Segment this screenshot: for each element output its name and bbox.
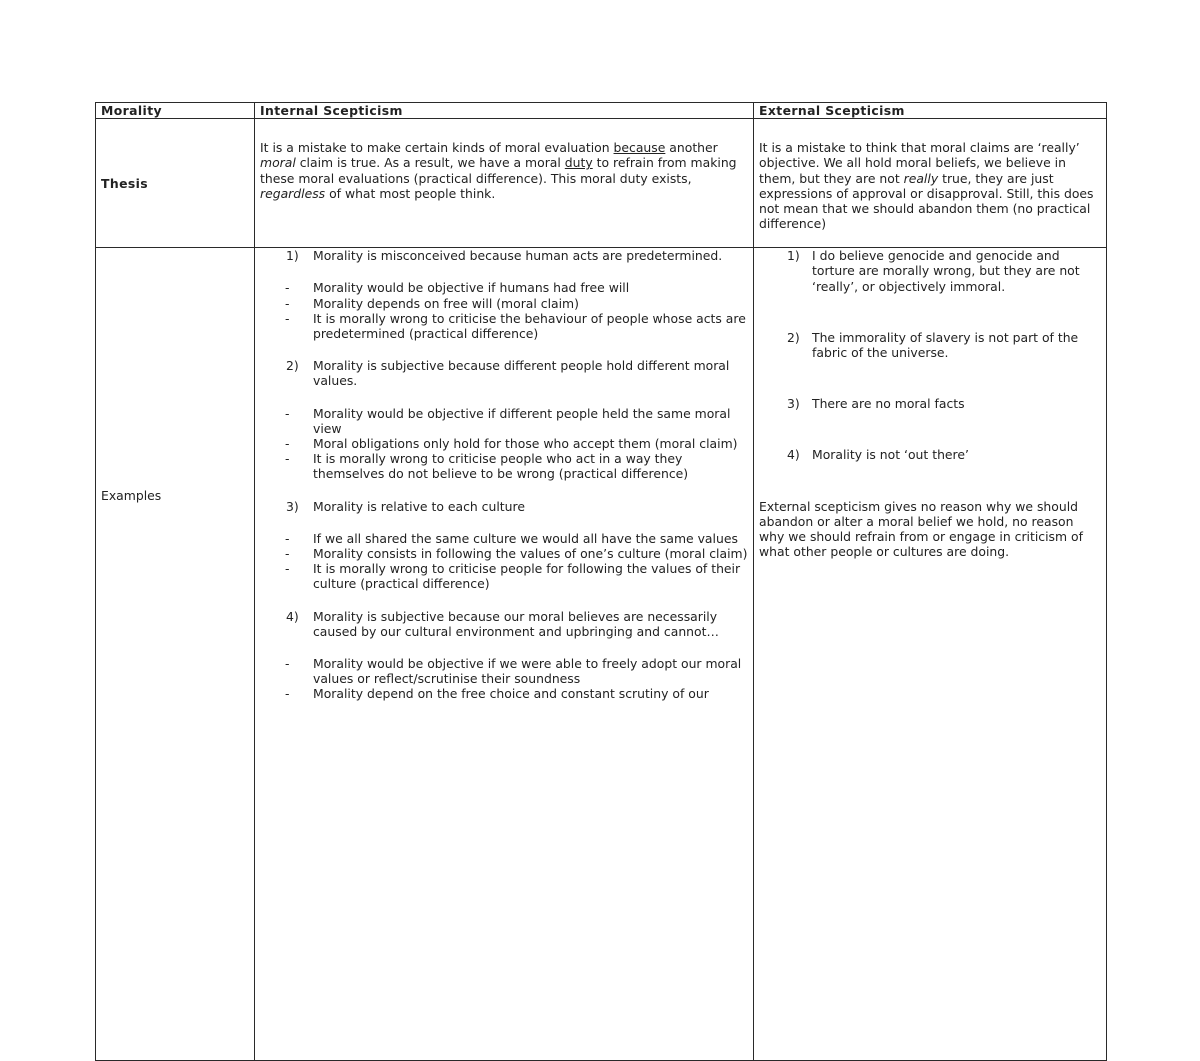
list-item-text: Morality is misconceived because human acts are predetermined. — [313, 248, 723, 264]
list-marker: - — [285, 530, 290, 546]
list-spacer — [255, 639, 748, 656]
list-item-text: I do believe genocide and genocide and torture are morally wrong, but they are not ‘really’, or objectively immoral. — [812, 248, 1080, 294]
list-marker: 2) — [286, 358, 299, 374]
external-summary: External scepticism gives no reason why we should abandon or alter a moral belief we hold, no reason why we should refrain from or engage in criticism of what other people or cultures are doing. — [759, 498, 1083, 560]
list-marker: - — [285, 310, 290, 326]
italic-regardless: regardless — [260, 185, 326, 201]
list-item-text: It is morally wrong to criticise people for following the values of their culture (practical difference) — [313, 561, 741, 592]
dash-item — [255, 296, 748, 311]
list-marker: - — [285, 280, 290, 296]
internal-examples-cell — [255, 248, 754, 1061]
header-external-scepticism: External Scepticism — [754, 103, 1107, 119]
list-spacer — [759, 360, 1101, 396]
header-morality: Morality — [96, 103, 255, 119]
list-item-text: It is morally wrong to criticise the behaviour of people whose acts are predetermined (practical difference) — [313, 310, 746, 342]
list-item-text: Morality is subjective because different people hold different moral values. — [313, 358, 730, 389]
thesis-row — [96, 119, 1107, 248]
list-item-text: Morality is relative to each culture — [313, 498, 525, 514]
examples-row — [96, 248, 1107, 1061]
list-item-text: The immorality of slavery is not part of the fabric of the universe. — [812, 329, 1079, 361]
internal-thesis-cell — [255, 119, 754, 248]
dash-item — [255, 546, 748, 561]
text-run: claim is true. As a result, we have a moral — [295, 155, 565, 171]
list-item-text: Morality would be objective if humans had free will — [313, 280, 630, 296]
underlined-duty: duty — [564, 155, 593, 171]
list-marker: - — [285, 451, 290, 467]
list-marker: - — [285, 686, 290, 702]
numbered-item — [255, 609, 748, 639]
text-run: of what most people think. — [325, 185, 496, 201]
list-spacer — [255, 514, 748, 531]
list-item-text: It is morally wrong to criticise people who act in a way they themselves do not believe to be wrong (practical difference) — [313, 451, 689, 482]
dash-item — [255, 451, 748, 481]
dash-item — [255, 531, 748, 546]
list-spacer — [255, 389, 748, 406]
external-thesis-text — [759, 140, 1101, 231]
list-spacer — [255, 482, 748, 499]
italic-really: really — [903, 170, 939, 186]
list-marker: - — [285, 436, 290, 452]
list-marker: - — [285, 295, 290, 311]
list-item-text: Morality depend on the free choice and constant scrutiny of our — [313, 686, 709, 702]
numbered-item — [759, 248, 1101, 294]
list-marker: - — [285, 561, 290, 577]
external-thesis-cell — [754, 119, 1107, 248]
list-spacer — [255, 263, 748, 280]
dash-item — [255, 406, 748, 436]
text-run: true, they are just expressions of approval or disapproval. Still, this does not mean that we should abandon them (no practical difference) — [759, 170, 1094, 232]
list-item-text: Morality would be objective if different people held the same moral view — [313, 405, 731, 436]
text-run: to refrain from making these moral evaluations (practical difference). This moral duty exists, — [260, 155, 737, 186]
dash-item — [255, 561, 748, 591]
examples-label: Examples — [96, 248, 255, 1061]
list-item-text: Morality is not ‘out there’ — [812, 447, 969, 463]
underlined-because: because — [613, 140, 666, 156]
numbered-item — [255, 358, 748, 388]
list-marker: 2) — [787, 329, 800, 345]
list-item-text: Moral obligations only hold for those who accept them (moral claim) — [313, 436, 738, 452]
numbered-item — [255, 499, 748, 514]
list-spacer — [759, 463, 1101, 499]
thesis-label: Thesis — [96, 119, 255, 248]
list-item-text: Morality depends on free will (moral claim) — [313, 295, 579, 311]
internal-thesis-text — [260, 140, 748, 201]
header-row — [96, 103, 1107, 119]
list-marker: - — [285, 405, 290, 421]
numbered-item — [759, 396, 1101, 411]
scepticism-table — [95, 102, 1107, 1061]
list-marker: 1) — [286, 248, 299, 264]
dash-item — [255, 656, 748, 686]
external-examples-cell — [754, 248, 1107, 1061]
text-run: another — [665, 140, 718, 156]
list-marker: 1) — [787, 248, 800, 264]
numbered-item — [759, 330, 1101, 360]
list-spacer — [255, 592, 748, 609]
list-spacer — [759, 411, 1101, 447]
dash-item — [255, 686, 748, 701]
numbered-item — [759, 447, 1101, 462]
list-marker: 4) — [286, 608, 299, 624]
list-marker: - — [285, 546, 290, 562]
numbered-item — [255, 248, 748, 263]
list-marker: 3) — [286, 498, 299, 514]
list-item-text: Morality is subjective because our moral believes are necessarily caused by our cultural environment and upbringing and cannot… — [313, 608, 719, 639]
list-item-text: Morality would be objective if we were able to freely adopt our moral values or reflect/scrutinise their soundness — [313, 656, 742, 687]
list-marker: 4) — [787, 447, 800, 463]
text-run: It is a mistake to think that moral claims are ‘really’ objective. We all hold moral beliefs, we believe in them, but they are not — [759, 140, 1080, 186]
header-internal-scepticism: Internal Scepticism — [255, 103, 754, 119]
dash-item — [255, 280, 748, 295]
list-spacer — [759, 294, 1101, 330]
list-marker: 3) — [787, 396, 800, 412]
italic-moral: moral — [260, 155, 296, 171]
list-spacer — [255, 341, 748, 358]
list-item-text: Morality consists in following the values of one’s culture (moral claim) — [313, 546, 748, 562]
internal-examples-list — [255, 248, 748, 701]
dash-item — [255, 311, 748, 341]
list-marker: - — [285, 656, 290, 672]
external-examples-list — [759, 248, 1101, 498]
list-item-text: There are no moral facts — [812, 396, 965, 412]
dash-item — [255, 436, 748, 451]
list-item-text: If we all shared the same culture we would all have the same values — [313, 530, 738, 546]
text-run: It is a mistake to make certain kinds of moral evaluation — [260, 140, 614, 156]
